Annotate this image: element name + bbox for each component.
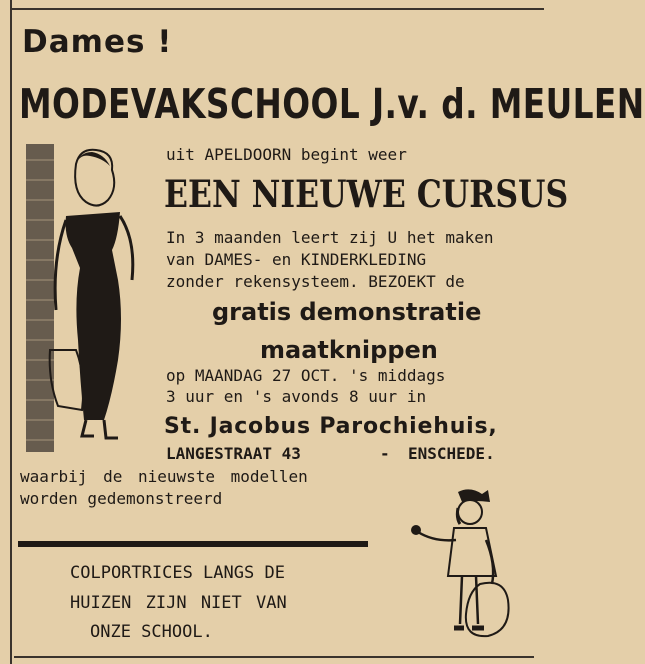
frame-left-border <box>10 0 12 664</box>
venue-name: St. Jacobus Parochiehuis, <box>164 414 498 439</box>
girl-with-bag-illustration <box>404 484 514 644</box>
course-headline: EEN NIEUWE CURSUS <box>164 172 569 216</box>
address-city: ENSCHEDE. <box>408 444 495 463</box>
address-dash: - <box>380 444 390 463</box>
notice-line-2: HUIZEN ZIJN NIET VAN <box>70 593 287 613</box>
models-line-1: waarbij de nieuwste modellen <box>20 467 308 486</box>
frame-top-border <box>10 8 544 10</box>
greeting-text: Dames ! <box>22 24 173 60</box>
origin-line: uit APELDOORN begint weer <box>166 145 407 164</box>
school-name: MODEVAKSCHOOL J.v. d. MEULEN <box>19 80 645 128</box>
notice-line-3: ONZE SCHOOL. <box>90 622 213 642</box>
models-line-2: worden gedemonstreerd <box>20 489 223 508</box>
demo-line-2: maatknippen <box>260 336 438 364</box>
frame-bottom-border <box>14 656 534 658</box>
demo-line-1: gratis demonstratie <box>212 298 482 326</box>
address-street: LANGESTRAAT 43 <box>166 444 301 463</box>
body-line-1: In 3 maanden leert zij U het maken <box>166 228 494 247</box>
divider-rule <box>18 541 368 547</box>
date-line-1: op MAANDAG 27 OCT. 's middags <box>166 366 446 385</box>
date-line-2: 3 uur en 's avonds 8 uur in <box>166 387 427 406</box>
body-line-3: zonder rekensysteem. BEZOEKT de <box>166 272 465 291</box>
body-line-2: van DAMES- en KINDERKLEDING <box>166 250 427 269</box>
notice-line-1: COLPORTRICES LANGS DE <box>70 563 285 583</box>
woman-fashion-illustration <box>20 140 160 460</box>
